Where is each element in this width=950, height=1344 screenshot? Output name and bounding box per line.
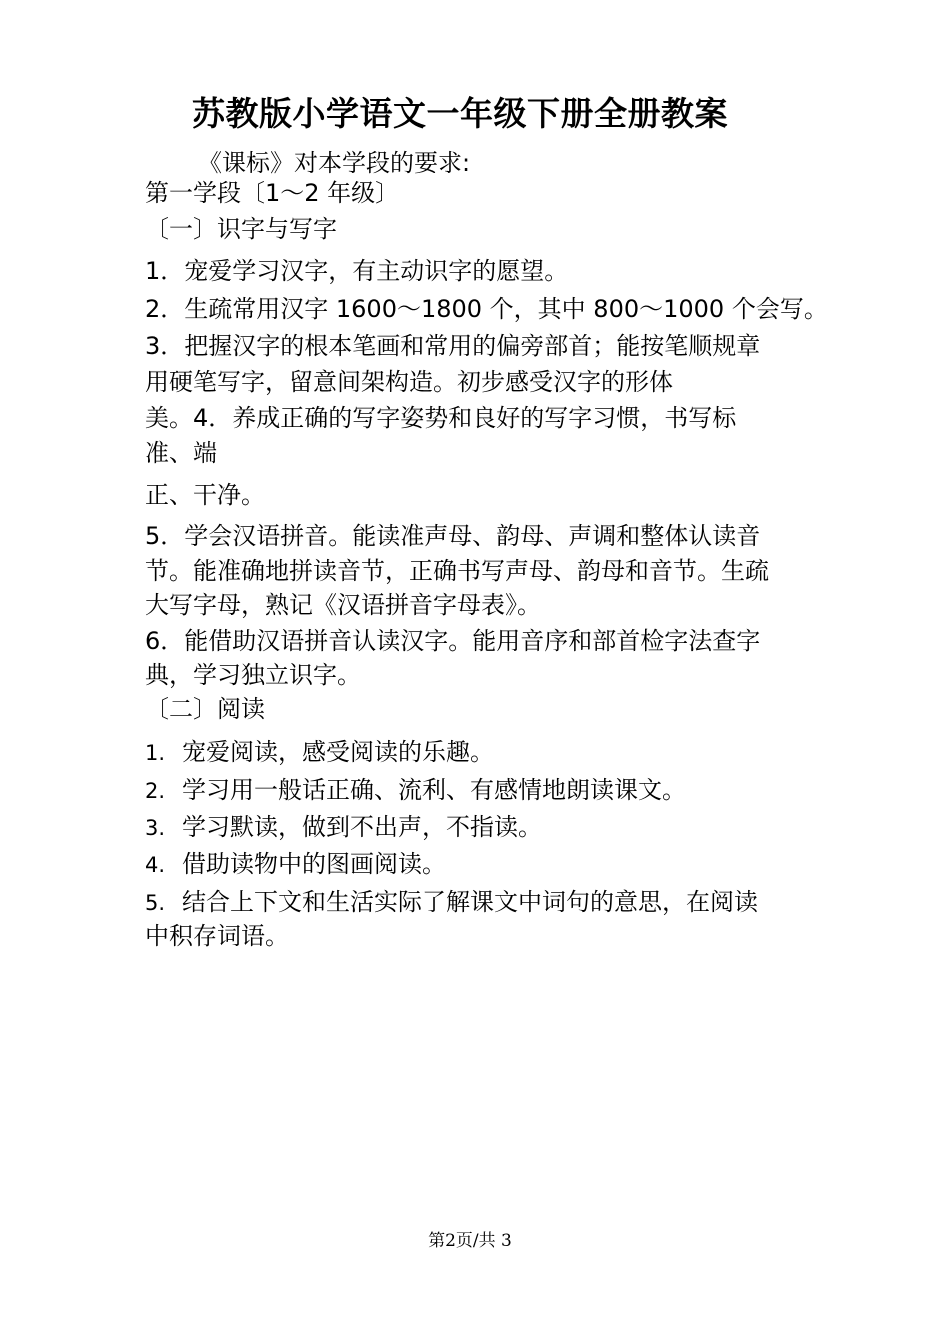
list-item-number: 2. (145, 779, 166, 803)
list-item (145, 735, 494, 770)
list-item-text: 宠爱阅读，感受阅读的乐趣。 (182, 738, 494, 766)
list-item-text: 借助读物中的图画阅读。 (182, 850, 446, 878)
paragraph-line: 1．宠爱学习汉字，有主动识字的愿望。 (145, 257, 569, 285)
paragraph-line: 美。4．养成正确的写字姿势和良好的写字习惯，书写标 (145, 404, 737, 432)
page-number-footer: 第2页/共 3 (428, 1231, 512, 1251)
list-item (145, 847, 446, 882)
paragraph-line: 正、干净。 (145, 481, 265, 509)
subsection-heading: 〔一〕识字与写字 (145, 215, 337, 243)
paragraph-line: 准、端 (145, 439, 217, 467)
list-item-text: 学习用一般话正确、流利、有感情地朗读课文。 (182, 776, 686, 804)
paragraph-line: 典，学习独立识字。 (145, 661, 361, 689)
subsection-heading: 〔二〕阅读 (145, 695, 265, 723)
list-item-text: 学习默读，做到不出声，不指读。 (182, 813, 542, 841)
document-title: 苏教版小学语文一年级下册全册教案 (192, 94, 728, 133)
list-item-text: 结合上下文和生活实际了解课文中词句的意思，在阅读 (182, 888, 758, 916)
list-item-number: 4. (145, 853, 166, 877)
list-item-number: 3. (145, 816, 166, 840)
paragraph-line: 5．学会汉语拼音。能读准声母、韵母、声调和整体认读音 (145, 522, 761, 550)
paragraph-line: 节。能准确地拼读音节，正确书写声母、韵母和音节。生疏 (145, 557, 769, 585)
paragraph-line: 6．能借助汉语拼音认读汉字。能用音序和部首检字法查字 (145, 627, 761, 655)
list-item-number: 1. (145, 741, 166, 765)
paragraph-line: 大写字母，熟记《汉语拼音字母表》。 (145, 591, 541, 619)
list-item-number: 5. (145, 891, 166, 915)
paragraph-line: 用硬笔写字，留意间架构造。初步感受汉字的形体 (145, 368, 673, 396)
paragraph-line: 中积存词语。 (145, 922, 289, 950)
list-item (145, 810, 542, 845)
paragraph-line: 《课标》对本学段的要求: (198, 149, 471, 177)
paragraph-line: 3．把握汉字的根本笔画和常用的偏旁部首；能按笔顺规章 (145, 332, 761, 360)
section-heading: 第一学段〔1～2 年级〕 (145, 179, 400, 207)
list-item (145, 885, 758, 920)
list-item (145, 773, 686, 808)
paragraph-line: 2．生疏常用汉字 1600～1800 个，其中 800～1000 个会写。 (145, 295, 828, 323)
